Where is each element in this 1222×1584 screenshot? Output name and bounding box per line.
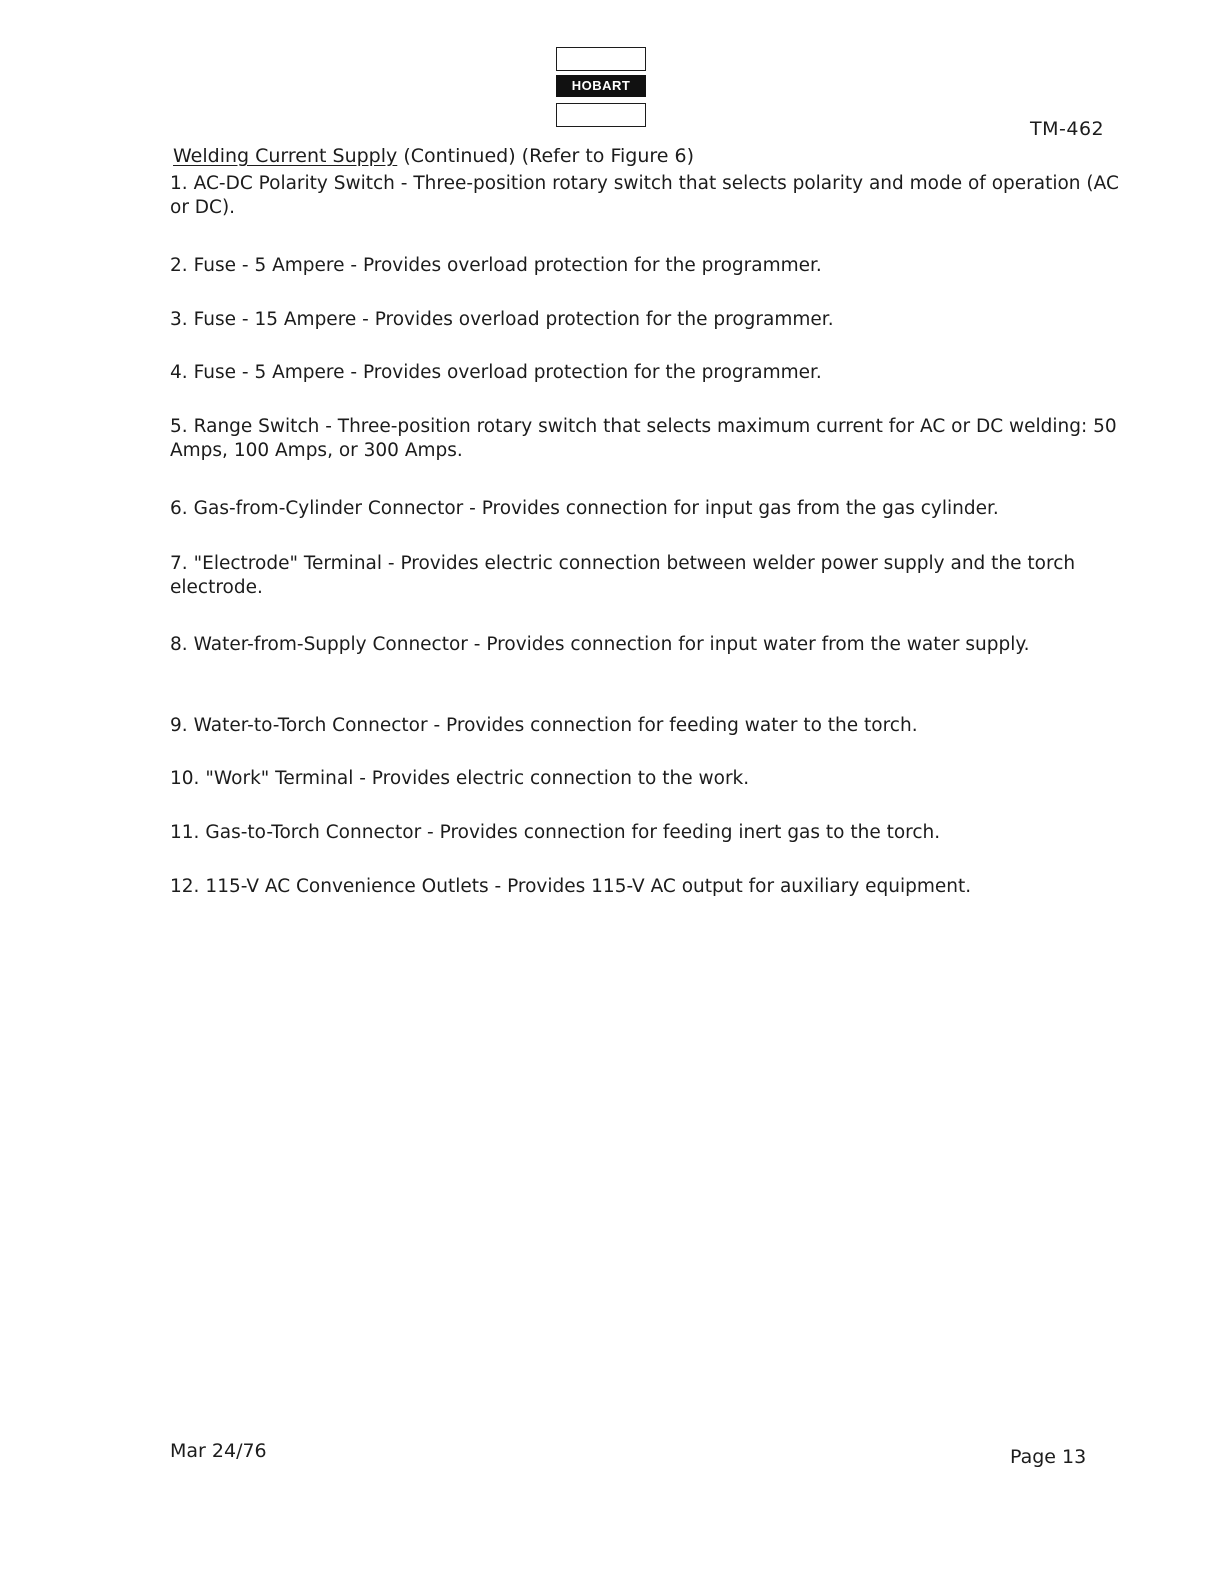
hobart-logo [556, 47, 646, 127]
item-number: 8. [170, 634, 188, 655]
item-text: Fuse - 5 Ampere - Provides overload protection for the programmer. [193, 362, 822, 383]
list-item [170, 308, 1135, 332]
item-text: Fuse - 5 Ampere - Provides overload protection for the programmer. [193, 255, 822, 276]
item-number: 7. [170, 553, 188, 574]
logo-top-box [556, 47, 646, 71]
list-item [170, 767, 1135, 791]
footer-date: Mar 24/76 [170, 1440, 267, 1462]
item-number: 9. [170, 715, 188, 736]
list-item [170, 633, 1135, 657]
list-item [170, 172, 1135, 220]
list-item [170, 497, 1135, 521]
item-number: 12. [170, 876, 200, 897]
item-number: 2. [170, 255, 188, 276]
item-number: 4. [170, 362, 188, 383]
item-text: Range Switch - Three-position rotary switch that selects maximum current for AC or DC welding: 50 Amps, 100 Amps, or 300 Amps. [170, 416, 1117, 461]
logo-bottom-box [556, 103, 646, 127]
item-text: Fuse - 15 Ampere - Provides overload protection for the programmer. [193, 309, 834, 330]
item-text: AC-DC Polarity Switch - Three-position rotary switch that selects polarity and mode of operation (AC or DC). [170, 173, 1119, 218]
section-title-suffix: (Continued) (Refer to Figure 6) [397, 145, 695, 167]
item-text: Gas-from-Cylinder Connector - Provides connection for input gas from the gas cylinder. [193, 498, 999, 519]
list-item [170, 714, 1135, 738]
section-title [173, 145, 694, 167]
list-item [170, 875, 1135, 899]
item-text: "Electrode" Terminal - Provides electric connection between welder power supply and the torch electrode. [170, 553, 1076, 598]
item-number: 1. [170, 173, 188, 194]
item-number: 6. [170, 498, 188, 519]
list-item [170, 254, 1135, 278]
item-number: 10. [170, 768, 200, 789]
item-text: Water-to-Torch Connector - Provides connection for feeding water to the torch. [193, 715, 918, 736]
item-number: 11. [170, 822, 200, 843]
document-number: TM-462 [1030, 118, 1105, 140]
list-item [170, 552, 1135, 600]
item-number: 5. [170, 416, 188, 437]
item-number: 3. [170, 309, 188, 330]
item-text: "Work" Terminal - Provides electric connection to the work. [205, 768, 750, 789]
item-text: 115-V AC Convenience Outlets - Provides 115-V AC output for auxiliary equipment. [205, 876, 972, 897]
list-item [170, 415, 1135, 463]
section-title-main: Welding Current Supply [173, 145, 398, 167]
item-text: Gas-to-Torch Connector - Provides connection for feeding inert gas to the torch. [205, 822, 941, 843]
logo-text: HOBART [556, 75, 646, 97]
page-number: Page 13 [1010, 1446, 1087, 1468]
list-item [170, 361, 1135, 385]
item-text: Water-from-Supply Connector - Provides connection for input water from the water supply. [193, 634, 1030, 655]
list-item [170, 821, 1135, 845]
